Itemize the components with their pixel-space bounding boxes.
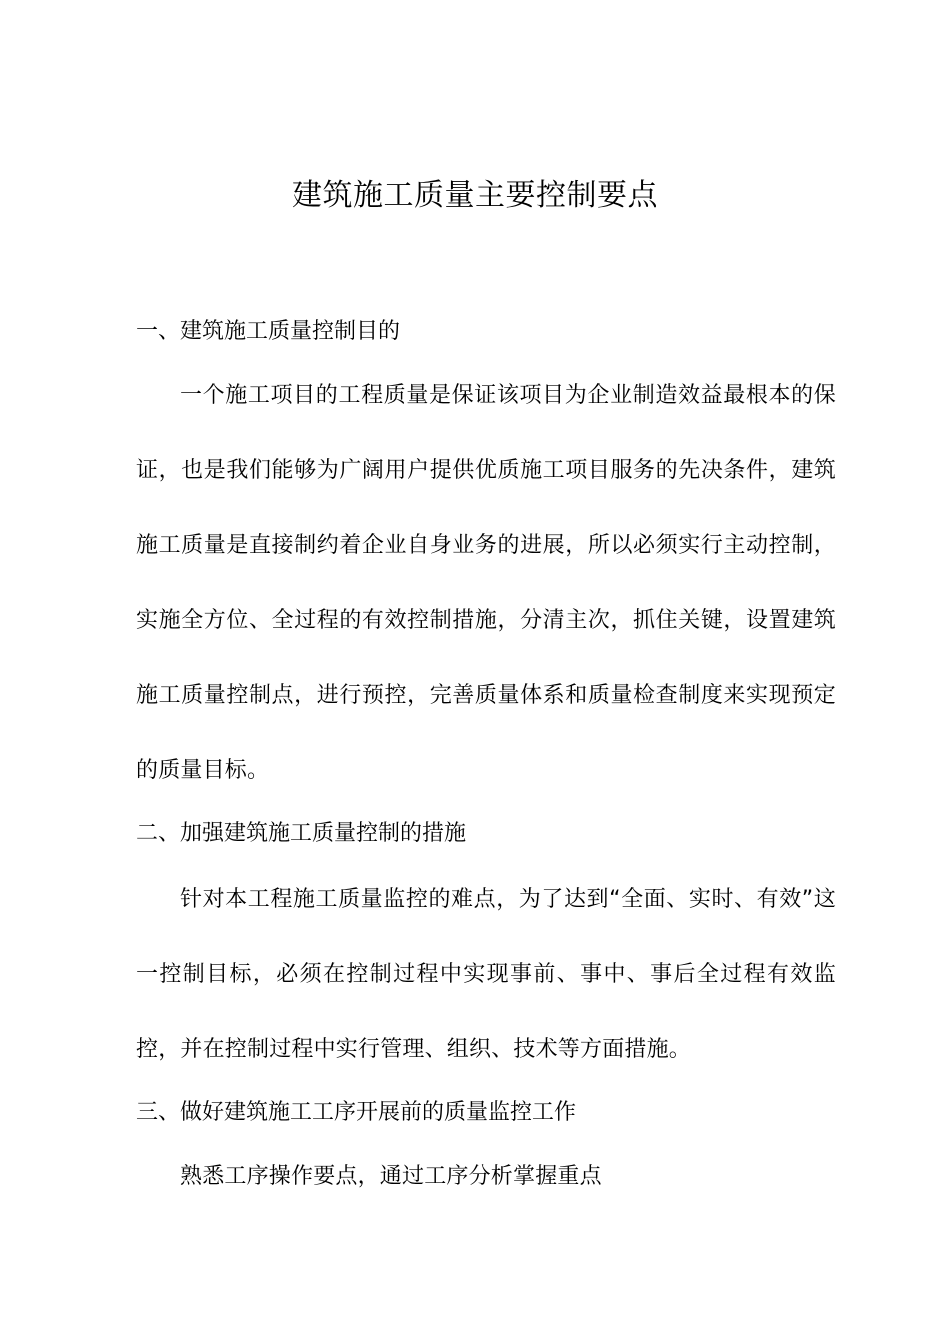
section-heading-2: 二、加强建筑施工质量控制的措施 (136, 821, 467, 846)
section-paragraph-2: 针对本工程施工质量监控的难点，为了达到“全面、实时、有效”这一控制目标，必须在控制过程中实现事前、事中、事后全过程有效监控，并在控制过程中实行管理、组织、技术等方面措施。 (136, 887, 836, 1062)
document-title: 建筑施工质量主要控制要点 (292, 178, 658, 213)
section-paragraph-1: 一个施工项目的工程质量是保证该项目为企业制造效益最根本的保证，也是我们能够为广阔用户提供优质施工项目服务的先决条件，建筑施工质量是直接制约着企业自身业务的进展，所以必须实行主动控制，实施全方位、全过程的有效控制措施，分清主次，抓住关键，设置建筑施工质量控制点，进行预控，完善质量体系和质量检查制度来实现预定的质量目标。 (136, 383, 836, 783)
section-heading-1: 一、建筑施工质量控制目的 (136, 319, 401, 344)
section-paragraph-3: 熟悉工序操作要点，通过工序分析掌握重点 (180, 1164, 602, 1189)
section-heading-3: 三、做好建筑施工工序开展前的质量监控工作 (136, 1100, 577, 1125)
